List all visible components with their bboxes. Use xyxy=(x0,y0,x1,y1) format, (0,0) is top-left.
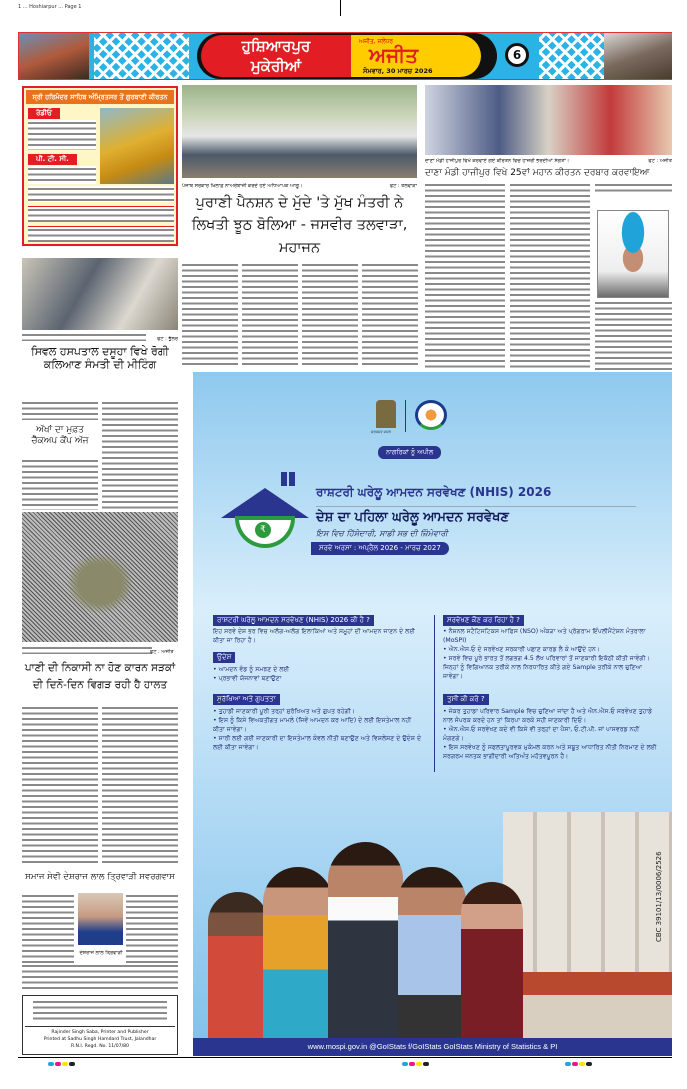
objective-list xyxy=(213,666,423,684)
masthead-title-pill xyxy=(197,33,497,79)
pension-protest-photo xyxy=(182,85,417,178)
security-list xyxy=(213,708,423,753)
person-portrait xyxy=(597,210,669,298)
headline-obituary: ਸਮਾਜ ਸੇਵੀ ਦੇਸ਼ਰਾਜ ਲਾਲ ਤ੍ਰਿਵਾੜੀ ਸਵਰਗਵਾਸ xyxy=(25,872,175,882)
schedule-text xyxy=(28,226,174,242)
traditional-house xyxy=(523,972,672,1038)
registration-mark xyxy=(340,0,341,16)
section-heading-security: ਸੁਰੱਖਿਆ ਅਤੇ ਗੁਪਤਤਾ xyxy=(213,694,280,705)
section-heading-objective: ਉਦੇਸ਼ xyxy=(213,652,235,663)
survey-period-badge: ਸਰਵੇ ਅਰਸਾ : ਅਪ੍ਰੈਲ 2026 - ਮਾਰਚ 2027 xyxy=(311,542,449,555)
city-label: ਅਜੀਤ, ਜਲੰਧਰ xyxy=(359,38,394,45)
ad-footer-links: www.mospi.gov.in @GoIStats f/GoIStats GoIStats Ministry of Statistics & PI xyxy=(193,1038,672,1056)
edition-title xyxy=(201,35,351,77)
masthead-photo-right xyxy=(604,33,672,79)
article-text xyxy=(425,182,505,370)
mospi-logo-icon xyxy=(415,400,447,430)
hospital-meeting-photo xyxy=(22,258,178,330)
appeal-badge: ਨਾਗਰਿਕਾਂ ਨੂੰ ਅਪੀਲ xyxy=(378,446,441,459)
emblem-caption: ਸਤਯਮੇਵ ਜਯਤੇ xyxy=(371,430,391,434)
list-item: • ਸਾਰੀ ਲਈ ਗਈ ਜਾਣਕਾਰੀ ਦਾ ਇਸਤੇਮਾਲ ਕੇਵਲ ਨੀਤੀ ਬਣਾਉਣ ਅਤੇ ਵਿਸ਼ਲੇਸ਼ਣ ਦੇ ਉਦੇਸ਼ ਦੇ ਲਈ ਕੀਤਾ ਜਾਵੇਗਾ। xyxy=(213,734,422,751)
section-heading-what-to-do: ਤੁਸੀਂ ਕੀ ਕਰੋ ? xyxy=(443,694,489,705)
national-emblem-icon xyxy=(376,400,396,428)
ptc-tag: ਪੀ. ਟੀ. ਸੀ. xyxy=(28,154,77,165)
kirtan-darbar-photo xyxy=(425,85,672,155)
edition-title-line1: ਹੁਸ਼ਿਆਰਪੁਰ xyxy=(241,37,311,55)
logo-divider xyxy=(405,400,406,432)
color-registration xyxy=(402,1062,429,1066)
photo-credit: ਫੋਟੋ : ਅਜੀਤ xyxy=(150,649,174,655)
article-text xyxy=(22,963,178,989)
schedule-text xyxy=(28,206,174,222)
article-text xyxy=(242,262,298,367)
house-logo-icon: ₹ xyxy=(221,472,309,550)
ad-tagline: ਇਸ ਵਿਚ ਹਿੱਸੇਦਾਰੀ, ਸਾਡੀ ਸਭ ਦੀ ਜ਼ਿੰਮੇਵਾਰੀ xyxy=(316,529,448,538)
schedule-text xyxy=(28,186,174,202)
article-text xyxy=(22,705,98,865)
article-text xyxy=(22,893,74,963)
article-text xyxy=(22,458,98,510)
imprint-line: R.N.I. Regd. No. 11/07/80 xyxy=(71,1044,129,1050)
radio-tag: ਰੇਡੀਓ xyxy=(28,108,60,119)
list-item: • ਐਨ.ਐਸ.ਓ ਸਰਵੇਖਣ ਕਦੇ ਵੀ ਕਿਸੇ ਵੀ ਤਰ੍ਹਾਂ ਦਾ ਪੈਸਾ, ਓ.ਟੀ.ਪੀ. ਜਾਂ ਪਾਸਵਰਡ ਨਹੀਂ ਮੰਗਣਗੇ। xyxy=(443,725,640,742)
portrait-caption: ਦੇਸ਼ਰਾਜ ਲਾਲ ਤ੍ਰਿਵਾੜੀ xyxy=(79,950,123,956)
masthead xyxy=(18,32,672,80)
ad-title: ਰਾਸ਼ਟਰੀ ਘਰੇਲੂ ਆਮਦਨ ਸਰਵੇਖਣ (NHIS) 2026 xyxy=(316,485,552,499)
headline-hospital-meeting: ਸਿਵਲ ਹਸਪਤਾਲ ਦਸੂਹਾ ਵਿਖੇ ਰੋਗੀ ਕਲਿਆਣ ਸੰਮਤੀ ਦੀ ਮੀਟਿੰਗ xyxy=(31,345,169,372)
gurbani-schedule-box xyxy=(22,86,178,246)
list-item: • ਇਸ ਸਰਵੇਖਣ ਨੂੰ ਸਫਲਤਾਪੂਰਵਕ ਮੁਕੰਮਲ ਕਰਨ ਅਤੇ ਸਬੂਤ ਆਧਾਰਿਤ ਨੀਤੀ ਨਿਰਮਾਣ ਦੇ ਲਈ ਸਰਗਰਮ ਜਨਤਕ ਭਾਗੀਦਾਰੀ ਅਤਿਅੰਤ ਮਹੱਤਵਪੂਰਨ ਹੈ। xyxy=(443,743,657,760)
section-text: ਇਹ ਸਰਵੇ ਦੇਸ਼ ਭਰ ਵਿਚ ਅਲੱਗ-ਅਲੱਗ ਇਲਾਕਿਆਂ ਅਤੇ ਸਮੂਹਾਂ ਦੀ ਆਮਦਨ ਜਾਣਨ ਦੇ ਲਈ ਕੀਤਾ ਜਾ ਰਿਹਾ ਹੈ। xyxy=(213,628,416,644)
edition-title-line2: ਮੁਕੇਰੀਆਂ xyxy=(250,57,302,75)
nhis-survey-advertisement xyxy=(193,372,672,1056)
headline-road-condition: ਪਾਣੀ ਦੀ ਨਿਕਾਸੀ ਨਾ ਹੋਣ ਕਾਰਨ ਸੜਕਾਂ ਦੀ ਦਿਨੋ-ਦਿਨ ਵਿਗੜ ਰਹੀ ਹੈ ਹਾਲਤ xyxy=(24,662,176,691)
article-text xyxy=(362,262,418,367)
schedule-text xyxy=(28,120,96,150)
issue-date: ਸੋਮਵਾਰ, 30 ਮਾਰਚ 2026 xyxy=(363,67,433,75)
article-text xyxy=(595,300,672,370)
imprint-text xyxy=(33,999,167,1023)
who-list xyxy=(443,628,658,682)
waterlogged-road-photo xyxy=(22,512,178,642)
photo-caption xyxy=(22,645,152,654)
list-item: • ਐਨ.ਐਸ.ਓ ਦੇ ਸਰਵੇਖਣ ਸਰਕਾਰੀ ਪਛਾਣ ਕਾਰਡ ਲੈ ਕੇ ਆਉਂਦੇ ਹਨ। xyxy=(443,645,601,653)
article-text xyxy=(510,182,590,370)
column-divider xyxy=(434,615,435,772)
article-text xyxy=(22,400,98,420)
imprint-line: Rajinder Singh Saba, Printer and Publisher xyxy=(51,1030,149,1035)
masthead-pattern xyxy=(539,33,604,79)
ad-code: CBC 39101/13/0006/2526 xyxy=(655,851,663,942)
article-text xyxy=(102,400,178,510)
what-to-do-list xyxy=(443,708,658,762)
masthead-pattern xyxy=(94,33,189,79)
color-registration xyxy=(48,1062,75,1066)
section-heading-who: ਸਰਵੇਖਣ ਕੌਣ ਕਰ ਰਿਹਾ ਹੈ ? xyxy=(443,615,524,626)
list-item: • ਇਸ ਨੂੰ ਕਿਸੇ ਵਿਅਕਤੀਗਤ ਮਾਮਲੇ (ਜਿਵੇਂ ਆਮਦਨ ਕਰ ਆਦਿ) ਦੇ ਲਈ ਇਸਤੇਮਾਲ ਨਹੀਂ ਕੀਤਾ ਜਾਵੇਗਾ। xyxy=(213,716,412,733)
list-item: • ਆਮਦਨ ਵੰਡ ਨੂੰ ਸਮਝਣ ਦੇ ਲਈ xyxy=(213,666,290,673)
headline-eye-camp: ਅੱਖਾਂ ਦਾ ਮੁਫ਼ਤ ਚੈੱਕਅਪ ਕੈਂਪ ਅੱਜ xyxy=(31,425,89,446)
photo-credit: ਫੋਟੋ : ਭੁੱਲਰ xyxy=(146,336,178,342)
schedule-text xyxy=(28,166,96,184)
person-figure xyxy=(208,892,268,1038)
paper-brand xyxy=(351,35,481,77)
person-figure xyxy=(263,867,333,1038)
person-figure xyxy=(398,867,466,1038)
list-item: • ਤੁਹਾਡੀ ਜਾਣਕਾਰੀ ਪੂਰੀ ਤਰ੍ਹਾਂ ਸੁਰੱਖਿਅਤ ਅਤੇ ਗੁਪਤ ਰਹੇਗੀ। xyxy=(213,708,356,715)
photo-caption xyxy=(22,332,146,341)
headline-old-pension: ਪੁਰਾਣੀ ਪੈਨਸ਼ਨ ਦੇ ਮੁੱਦੇ 'ਤੇ ਮੁੱਖ ਮੰਤਰੀ ਨੇ ਲਿਖਤੀ ਝੂਠ ਬੋਲਿਆ - ਜਸਵੀਰ ਤਲਵਾੜਾ, ਮਹਾਜਨ xyxy=(182,192,417,259)
list-item: • ਜੇਕਰ ਤੁਹਾਡਾ ਪਰਿਵਾਰ Sample ਵਿਚ ਚੁਣਿਆ ਜਾਂਦਾ ਹੈ ਅਤੇ ਐਨ.ਐਸ.ਓ ਸਰਵੇਖਣ ਤੁਹਾਡੇ ਨਾਲ ਸੰਪਰਕ ਕਰਦੇ ਹਨ ਤਾਂ ਕਿਰਪਾ ਕਰਕੇ ਸਹੀ ਜਾਣਕਾਰੀ ਦਿਓ। xyxy=(443,708,653,724)
obituary-portrait xyxy=(78,893,123,945)
photo-caption: ਪੰਜਾਬ ਸਰਕਾਰ ਖ਼ਿਲਾਫ਼ ਨਾਅਰੇਬਾਜ਼ੀ ਕਰਦੇ ਹੋਏ ਅਧਿਆਪਕ ਆਗੂ। xyxy=(182,183,303,189)
color-registration xyxy=(565,1062,592,1066)
person-figure xyxy=(461,882,523,1038)
ad-subtitle: ਦੇਸ਼ ਦਾ ਪਹਿਲਾ ਘਰੇਲੂ ਆਮਦਨ ਸਰਵੇਖਣ xyxy=(316,510,509,525)
headline-kirtan-darbar: ਦਾਣਾ ਮੰਡੀ ਹਾਜੀਪੁਰ ਵਿਖੇ 25ਵਾਂ ਮਹਾਨ ਕੀਰਤਨ ਦਰਬਾਰ ਕਰਵਾਇਆ xyxy=(425,168,650,178)
article-text xyxy=(102,705,178,865)
article-text xyxy=(595,182,672,192)
list-item: • ਪ੍ਰਭਾਵੀ ਯੋਜਨਾਵਾਂ ਬਣਾਉਣਾ xyxy=(213,674,282,682)
masthead-photo-left xyxy=(19,33,89,79)
list-item: • ਸਰਵੇ ਵਿਚ ਪੂਰੇ ਭਾਰਤ ਤੋਂ ਲਗਭਗ 4.5 ਲੱਖ ਪਰਿਵਾਰਾਂ ਤੋਂ ਜਾਣਕਾਰੀ ਇਕੱਠੀ ਕੀਤੀ ਜਾਵੇਗੀ। ਜਿਨ੍ਹਾਂ ਨੂੰ ਵਿਗਿਆਨਕ ਤਰੀਕੇ ਨਾਲ ਨਿਰਧਾਰਿਤ ਕੀਤੇ ਗਏ Sample ਤਰੀਕੇ ਨਾਲ ਚੁਣਿਆ ਜਾਵੇਗਾ। xyxy=(443,654,650,680)
golden-temple-photo xyxy=(100,108,174,184)
list-item: • ਨੈਸ਼ਨਲ ਸਟੈਟਿਸਟਿਕਸ ਆਫਿਸ (NSO) ਅੰਕੜਾ ਅਤੇ ਪ੍ਰੋਗਰਾਮ ਇੰਪਲੀਮੈਂਟੇਸ਼ਨ ਮੰਤਰਾਲਾ (MoSPI) xyxy=(443,628,646,644)
photo-credit: ਫੋਟੋ : ਅਜੀਤ xyxy=(648,158,672,164)
page-rule xyxy=(18,1057,672,1058)
imprint-line: Printed at Sadhu Singh Hamdard Trust, Jalandhar xyxy=(43,1037,157,1043)
person-figure xyxy=(328,842,403,1038)
article-text xyxy=(182,262,238,367)
article-text xyxy=(126,893,178,963)
imprint-box xyxy=(22,995,178,1055)
page-number: 6 xyxy=(505,43,529,67)
section-heading-what-is: ਰਾਸ਼ਟਰੀ ਘਰੇਲੂ ਆਮਦਨ ਸਰਵੇਖਣ (NHIS) 2026 ਕੀ ਹੈ ? xyxy=(213,615,374,626)
photo-credit: ਫੋਟੋ : ਤਲਵਾੜਾ xyxy=(389,183,417,189)
article-text xyxy=(302,262,358,367)
photo-caption: ਦਾਣਾ ਮੰਡੀ ਹਾਜੀਪੁਰ ਵਿਖੇ ਕਰਵਾਏ ਗਏ ਕੀਰਤਨ ਵਿਚ ਹਾਜ਼ਰੀ ਭਰਦੀਆਂ ਸੰਗਤਾਂ। xyxy=(425,158,570,164)
paper-name: ਅਜੀਤ xyxy=(369,43,419,67)
gurbani-box-title: ਸ੍ਰੀ ਹਰਿਮੰਦਰ ਸਾਹਿਬ ਅੰਮ੍ਰਿਤਸਰ ਤੋਂ ਗੁਰਬਾਣੀ ਕੀਰਤਨ xyxy=(26,90,174,104)
print-slug: 1 ... Hoshiarpur ... Page 1 xyxy=(18,4,82,10)
